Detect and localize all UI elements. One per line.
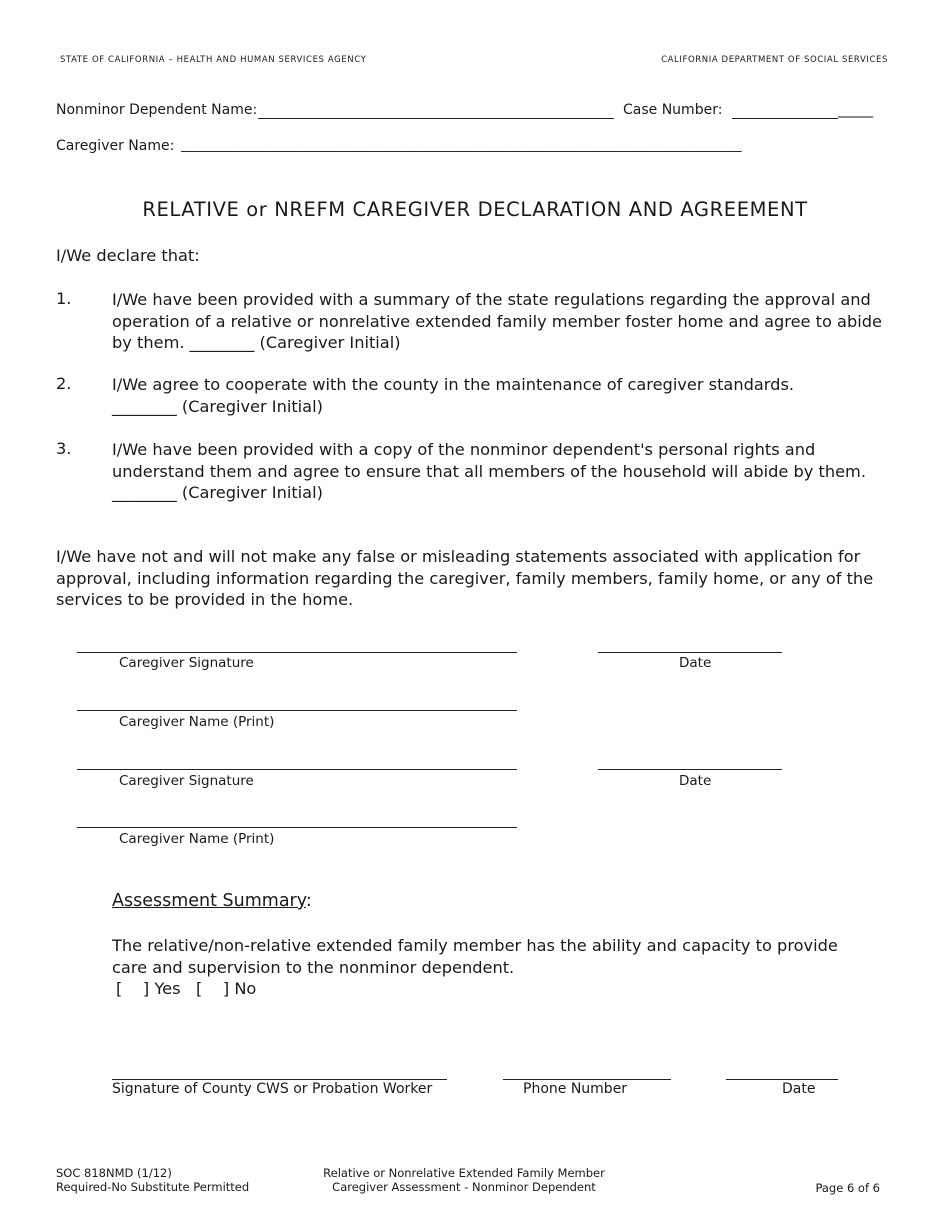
agency-header: STATE OF CALIFORNIA – HEALTH AND HUMAN SERVICES AGENCY — [60, 55, 367, 65]
footer-form-id — [56, 1166, 249, 1194]
form-requirement: Required-No Substitute Permitted — [56, 1180, 250, 1194]
date-line-1[interactable] — [598, 652, 782, 653]
nonminor-name-field[interactable] — [258, 118, 614, 119]
item-number: 2. — [56, 374, 72, 393]
form-number: SOC 818NMD (1/12) — [56, 1166, 172, 1180]
footer-form-title — [300, 1166, 628, 1194]
case-number-label: Case Number: — [623, 102, 723, 118]
nonminor-name-label: Nonminor Dependent Name: — [56, 102, 258, 118]
caregiver-name-label: Caregiver Name: — [56, 138, 175, 154]
caregiver-name-print-label: Caregiver Name (Print) — [119, 831, 275, 847]
page-title: RELATIVE or NREFM CAREGIVER DECLARATION AND AGREEMENT — [142, 198, 808, 221]
date-label: Date — [679, 655, 712, 671]
caregiver-signature-line-2[interactable] — [77, 769, 517, 770]
county-worker-signature-label: Signature of County CWS or Probation Worker — [112, 1081, 433, 1097]
phone-number-line[interactable] — [503, 1079, 671, 1080]
case-number-blank: _____ — [838, 102, 873, 118]
declaration-intro: I/We declare that: — [56, 246, 200, 265]
phone-number-label: Phone Number — [523, 1081, 628, 1097]
item-number: 1. — [56, 289, 72, 308]
caregiver-signature-line-1[interactable] — [77, 652, 517, 653]
footer-title-line-2: Caregiver Assessment - Nonminor Dependent — [332, 1180, 596, 1194]
item-number: 3. — [56, 439, 72, 458]
caregiver-name-field[interactable]: _____________________________________________________________________________________ — [181, 138, 742, 153]
assessment-summary-heading — [112, 891, 312, 911]
county-date-line[interactable] — [726, 1079, 838, 1080]
county-date-label: Date — [782, 1081, 816, 1097]
county-worker-signature-line[interactable] — [112, 1079, 447, 1080]
date-line-2[interactable] — [598, 769, 782, 770]
caregiver-signature-label: Caregiver Signature — [119, 773, 254, 789]
assessment-heading-colon: : — [305, 891, 312, 911]
yes-checkbox[interactable]: [ ] — [116, 979, 150, 998]
department-header: CALIFORNIA DEPARTMENT OF SOCIAL SERVICES — [661, 55, 888, 65]
declaration-item: I/We agree to cooperate with the county in the maintenance of caregiver standards. ________ (Caregiver Initial) — [112, 375, 795, 416]
no-label: No — [234, 979, 257, 998]
footer-title-line-1: Relative or Nonrelative Extended Family Member — [323, 1166, 605, 1180]
declaration-item: I/We have been provided with a summary of the state regulations regarding the approval and operation of a relative or nonrelative extended family member foster home and agree to abide by them. ________ (Caregiver Initial) — [112, 290, 882, 352]
yes-no-options — [116, 978, 256, 1000]
false-statement-declaration: I/We have not and will not make any false or misleading statements associated with application for approval, including information regarding the caregiver, family members, family home, or any of the services to be provided in the home. — [56, 547, 874, 609]
caregiver-signature-label: Caregiver Signature — [119, 655, 254, 671]
page-number: Page 6 of 6 — [815, 1181, 880, 1195]
caregiver-name-print-line-2[interactable] — [77, 827, 517, 828]
case-number-field[interactable] — [732, 118, 838, 119]
caregiver-name-print-label: Caregiver Name (Print) — [119, 714, 275, 730]
yes-label: Yes — [154, 979, 181, 998]
caregiver-name-print-line-1[interactable] — [77, 710, 517, 711]
date-label: Date — [679, 773, 712, 789]
declaration-item: I/We have been provided with a copy of the nonminor dependent's personal rights and understand them and agree to ensure that all members of the household will abide by them. ________ (Caregiver Initial) — [112, 440, 866, 502]
no-checkbox[interactable]: [ ] — [195, 979, 230, 998]
assessment-heading-text: Assessment Summary — [112, 891, 306, 911]
assessment-text: The relative/non-relative extended family member has the ability and capacity to provide care and supervision to the nonminor dependent. — [112, 936, 838, 977]
